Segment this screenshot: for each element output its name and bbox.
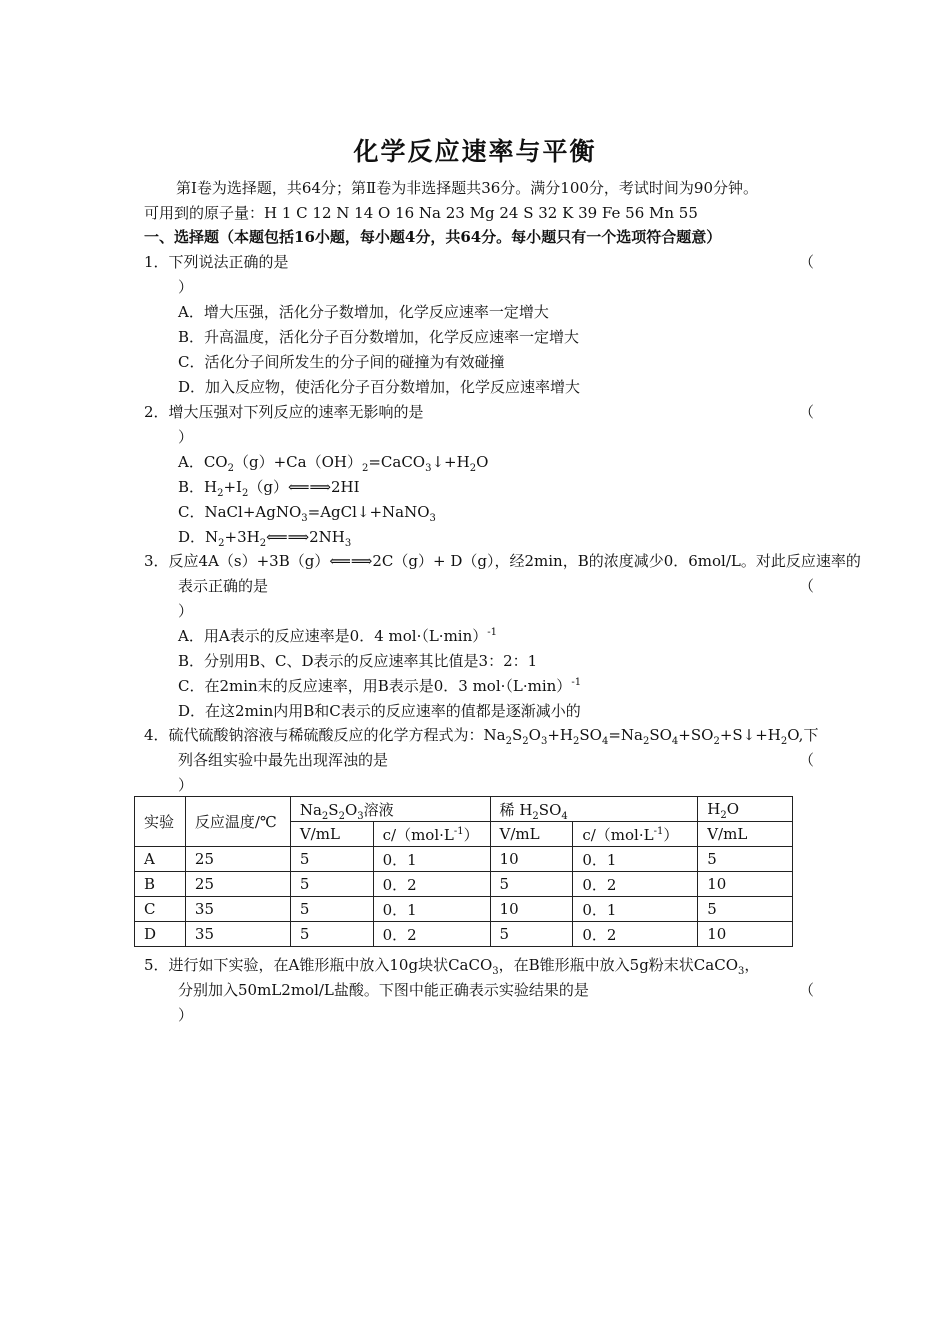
- q4-paren-close: ）: [178, 776, 194, 794]
- q1-option-a: A．增大压强，活化分子数增加，化学反应速率一定增大: [178, 303, 549, 321]
- table-cell: 5: [490, 922, 573, 947]
- table-cell: 0．2: [373, 872, 490, 897]
- q4-paren-open: （: [799, 751, 815, 769]
- header-temperature: 反应温度/℃: [185, 797, 290, 847]
- table-cell: 35: [185, 922, 290, 947]
- q3-option-c: C．在2min末的反应速率，用B表示是0．3 $mol\cdot(L\cdot\min)^{-1}$: [178, 677, 582, 695]
- intro-line-1: 第Ⅰ卷为选择题，共64分；第Ⅱ卷为非选择题共36分。满分100分，考试时间为90分钟。: [176, 179, 759, 197]
- subheader-concentration: $c/(mol\cdot L^{-1})$: [373, 822, 490, 847]
- q3-option-a: A．用A表示的反应速率是0．4 $mol\cdot(L\cdot\min)^{-1}$: [178, 627, 498, 645]
- q1-option-b: B．升高温度，活化分子百分数增加，化学反应速率一定增大: [178, 328, 580, 346]
- subheader-volume: V/mL: [290, 822, 373, 847]
- experiment-table: [134, 796, 793, 947]
- q3-option-b: B．分别用B、C、D表示的反应速率其比值是3：2：1: [178, 652, 538, 670]
- table-cell: 5: [698, 847, 793, 872]
- table-cell: 5: [290, 847, 373, 872]
- header-h2so4: 稀 $H_2SO_4$: [490, 797, 698, 822]
- table-row: [135, 847, 793, 872]
- header-experiment: 实验: [135, 797, 186, 847]
- header-na2s2o3: $Na_2S_2O_3$溶液: [290, 797, 490, 822]
- table-cell: 10: [698, 872, 793, 897]
- subheader-volume: V/mL: [698, 822, 793, 847]
- q2-option-b: B．$H_2+I_2(g)⟸⟹2HI$: [178, 478, 360, 499]
- table-cell: 5: [290, 897, 373, 922]
- table-cell: 0．1: [373, 847, 490, 872]
- table-cell: 0．2: [573, 922, 698, 947]
- page-title: 化学反应速率与平衡: [353, 137, 597, 166]
- table-cell: 10: [490, 897, 573, 922]
- table-row: [135, 897, 793, 922]
- table-cell: 0．2: [573, 872, 698, 897]
- q2-paren-open: （: [799, 403, 815, 421]
- q1-paren-close: ）: [178, 278, 194, 296]
- table-cell: C: [135, 897, 186, 922]
- header-water: $H_2O$: [698, 797, 793, 822]
- table-cell: 5: [290, 922, 373, 947]
- table-cell: 5: [290, 872, 373, 897]
- subheader-concentration: $c/(mol\cdot L^{-1})$: [573, 822, 698, 847]
- table-cell: 25: [185, 847, 290, 872]
- table-cell: 25: [185, 872, 290, 897]
- table-header-row: [135, 797, 793, 822]
- table-row: [135, 922, 793, 947]
- q4-stem-line-1: 4．硫代硫酸钠溶液与稀硫酸反应的化学方程式为：$Na_2S_2O_3+H_2SO_4=Na_2SO_4+SO_2+S↓+H_2O$,下: [144, 726, 819, 747]
- subheader-volume: V/mL: [490, 822, 573, 847]
- table-cell: 0．2: [373, 922, 490, 947]
- q5-paren-open: （: [799, 981, 815, 999]
- intro-line-2: 可用到的原子量：H 1 C 12 N 14 O 16 Na 23 Mg 24 S 32 K 39 Fe 56 Mn 55: [144, 204, 698, 222]
- table-row: [135, 872, 793, 897]
- q1-option-d: D．加入反应物，使活化分子百分数增加，化学反应速率增大: [178, 378, 581, 396]
- table-cell: 0．1: [573, 897, 698, 922]
- section-header: 一、选择题（本题包括16小题，每小题4分，共64分。每小题只有一个选项符合题意）: [144, 228, 722, 246]
- table-cell: B: [135, 872, 186, 897]
- q3-paren-open: （: [799, 577, 815, 595]
- table-cell: 35: [185, 897, 290, 922]
- table-cell: 0．1: [373, 897, 490, 922]
- q3-stem-line-2: 表示正确的是: [178, 577, 269, 595]
- table-cell: 0．1: [573, 847, 698, 872]
- q4-stem-line-2: 列各组实验中最先出现浑浊的是: [178, 751, 389, 769]
- q3-stem-line-1: 3．反应4A（s）+3B（g）⟸⟹2C（g）+ D（g），经2min，B的浓度减少0．6mol/L。对此反应速率的: [144, 552, 861, 570]
- q1-stem: 1．下列说法正确的是: [144, 253, 289, 271]
- q5-stem-line-1: 5．进行如下实验，在A锥形瓶中放入10g块状CaCO$_3$，在B锥形瓶中放入5g粉末状CaCO$_3$，: [144, 956, 760, 977]
- q5-stem-line-2: 分别加入50mL2mol/L盐酸。下图中能正确表示实验结果的是: [178, 981, 589, 999]
- table-cell: D: [135, 922, 186, 947]
- table-cell: 10: [490, 847, 573, 872]
- q2-option-d: D．$N_2+3H_2⟸⟹2NH_3$: [178, 528, 352, 549]
- q2-option-a: A．$CO_2(g)+Ca(OH)_2=CaCO_3↓+H_2O$: [178, 453, 489, 474]
- q2-paren-close: ）: [178, 428, 194, 446]
- q3-paren-close: ）: [178, 602, 194, 620]
- q1-paren-open: （: [799, 253, 815, 271]
- q2-option-c: C．NaCl+AgNO$_3$=AgCl↓+NaNO$_3$: [178, 503, 436, 524]
- equilibrium-arrow-icon: ⟸⟹: [329, 552, 373, 570]
- q1-option-c: C．活化分子间所发生的分子间的碰撞为有效碰撞: [178, 353, 505, 371]
- table-cell: 5: [490, 872, 573, 897]
- table-cell: A: [135, 847, 186, 872]
- q5-paren-close: ）: [178, 1006, 194, 1024]
- q2-stem: 2．增大压强对下列反应的速率无影响的是: [144, 403, 424, 421]
- table-cell: 5: [698, 897, 793, 922]
- table-cell: 10: [698, 922, 793, 947]
- q3-option-d: D．在这2min内用B和C表示的反应速率的值都是逐渐减小的: [178, 702, 581, 720]
